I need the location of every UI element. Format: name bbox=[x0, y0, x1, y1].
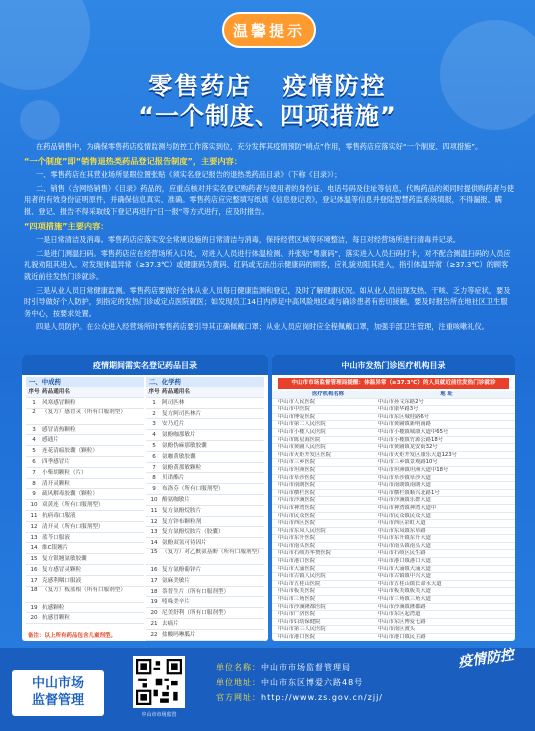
drug-row bbox=[26, 603, 144, 614]
hospital-rows bbox=[272, 399, 515, 641]
hospital-address: 中山市黄圃镇龙安街32号 bbox=[378, 444, 438, 451]
drug-no: 14 bbox=[30, 545, 38, 552]
drug-no: 2 bbox=[152, 410, 156, 417]
drug-name: 疏风解毒胶囊（颗粒） bbox=[42, 491, 98, 498]
drug-no: 22 bbox=[150, 631, 158, 638]
drug-no: 6 bbox=[152, 453, 156, 460]
drug-no: 12 bbox=[30, 523, 38, 530]
drug-list-note: 备注：以上所有药品包含儿童剂型。 bbox=[28, 633, 117, 639]
drug-row bbox=[146, 473, 264, 484]
hospital-row bbox=[272, 528, 515, 536]
hospital-row bbox=[272, 497, 515, 505]
drug-no: 20 bbox=[150, 610, 158, 617]
hospital-address: 中山市黄圃镇新明南路 bbox=[378, 421, 431, 428]
hospital-address: 中山市板芙镇板芙大道 bbox=[378, 588, 431, 595]
drug-name: 安乃近片 bbox=[162, 421, 185, 428]
hospital-address: 中山市神湾镇神湾大道中 bbox=[378, 504, 437, 511]
drug-row bbox=[26, 457, 144, 468]
hospital-name: 中山市小榄人民医院 bbox=[278, 428, 326, 435]
drug-no: 13 bbox=[30, 534, 38, 541]
hospital-row bbox=[272, 588, 515, 596]
drug-no: 16 bbox=[30, 566, 38, 573]
hospital-row bbox=[272, 604, 515, 612]
hospital-row bbox=[272, 611, 515, 619]
unit-value: 中山市市场监督管理局 bbox=[261, 663, 351, 672]
drug-row bbox=[146, 565, 264, 576]
drug-row bbox=[146, 538, 264, 549]
drug-row bbox=[26, 398, 144, 409]
drug-no: 1 bbox=[32, 399, 36, 406]
hospital-address: 中山市孙文东路2号 bbox=[378, 398, 424, 405]
hospital-name: 中山市石岐苏华赞医院 bbox=[278, 550, 331, 557]
drug-row bbox=[26, 576, 144, 587]
drug-name: 复方氨酚葡锌片 bbox=[162, 566, 202, 573]
intro-paragraph: 三是从业人员日常健康监测。零售药店要做好全体从业人员每日健康监测和登记，及时了解健康状况。如从业人员出现发热、干咳、乏力等症状，要及时引导做好个人防护，到指定的发热门诊或定点医院就医；如发现员工14日内涉足中高风险地区或与确诊患者有密切接触，要及时报告所在地社区卫生服务中心，按要求处置。 bbox=[24, 285, 511, 318]
drug-row bbox=[26, 468, 144, 479]
drug-row bbox=[26, 565, 144, 576]
hospital-name: 中山市横栏医院 bbox=[278, 489, 316, 496]
drug-no: 10 bbox=[30, 502, 38, 509]
hospital-name: 中山市南朗医院 bbox=[278, 482, 316, 489]
drug-name: 感冒清热颗粒 bbox=[42, 426, 76, 433]
website-link[interactable]: http://www.zs.gov.cn/zjj/ bbox=[261, 693, 383, 702]
intro-paragraph: 一是日常清洁及消毒。零售药店应落实安全常规设施的日常清洁与消毒，保持经营区域等环境整洁，每日对经营场所进行清毒并记录。 bbox=[36, 235, 461, 245]
hospital-name: 中山市陈星海医院 bbox=[278, 436, 321, 443]
intro-paragraph: 四是人员防护。在公众进入经营场所时零售药店要引导其正确佩戴口罩；从业人员应岗时应全程佩戴口罩，加强手部卫生管理，注重咳嗽礼仪。 bbox=[36, 322, 489, 332]
drug-row bbox=[26, 613, 144, 624]
hospital-address: 中山市沙溪镇乐群大道 bbox=[378, 497, 431, 504]
drug-no: 11 bbox=[150, 507, 158, 514]
hospital-name: 中山市博爱医院 bbox=[278, 413, 316, 420]
drug-row bbox=[26, 554, 144, 565]
drug-row bbox=[26, 409, 144, 425]
drug-row bbox=[26, 500, 144, 511]
drug-row bbox=[146, 619, 264, 630]
drug-no: 8 bbox=[152, 475, 156, 482]
drug-no: 16 bbox=[150, 566, 158, 573]
drug-row bbox=[146, 430, 264, 441]
hospital-row bbox=[272, 406, 515, 414]
drug-name: 去痛片 bbox=[162, 620, 179, 627]
hospital-row bbox=[272, 475, 515, 483]
intro-paragraph: 在药品销售中，为确保零售药店疫情监测与防控工作落实到位，充分发挥其疫情预防“哨点”作用，零售药店应落实好“一个制度、四项措施”。 bbox=[36, 142, 483, 151]
drug-no: 7 bbox=[152, 464, 156, 471]
drug-name: 复方氨酚烷胺片（胶囊） bbox=[162, 529, 224, 536]
drug-name: 复方阿司匹林片 bbox=[162, 410, 202, 417]
header-address: 地 址 bbox=[440, 391, 453, 397]
drug-no: 3 bbox=[32, 426, 36, 433]
drug-name: 阿司匹林 bbox=[162, 399, 185, 406]
drug-no: 5 bbox=[152, 442, 156, 449]
drug-no: 19 bbox=[30, 604, 38, 611]
drug-no: 15 bbox=[30, 556, 38, 563]
drug-no: 17 bbox=[150, 577, 158, 584]
hospital-address: 中山市东升镇东升大道 bbox=[378, 535, 431, 542]
drug-row bbox=[146, 549, 264, 565]
drug-row bbox=[146, 419, 264, 430]
drug-name: 抗感冒颗粒 bbox=[42, 615, 70, 622]
drug-name: 氨咖黄敏胶囊 bbox=[162, 453, 196, 460]
drug-no: 21 bbox=[150, 620, 158, 627]
hospital-name: 中山市西区医院 bbox=[278, 520, 316, 527]
header-name: 药品通用名 bbox=[162, 389, 190, 395]
drug-no: 3 bbox=[152, 421, 156, 428]
hospital-row bbox=[272, 444, 515, 452]
intro-paragraph: 二是进门测温扫码。零售药店应在经营场所入口处，对进入人员进行体温检测、并张贴“粤康码”，落实进入人员扫码打卡，对不配合测温扫码的人员应礼貌劝阻其进入。对发现体温异常（≥37.3℃）或健康码为黄码、红码或无法出示健康码的顾客，应礼貌劝阻其进入，指引体温异常（≥37.3℃）的顾客就近前往发热门诊就诊。 bbox=[24, 248, 511, 281]
drug-row bbox=[26, 446, 144, 457]
intro-paragraph: 一、零售药店在其营业场所显眼位置张贴《须实名登记报告的退热类药品目录》（下称《目录》）； bbox=[36, 170, 342, 180]
drug-name: 感通片 bbox=[42, 437, 59, 444]
drug-row bbox=[26, 543, 144, 554]
hospital-name: 中山市中医院 bbox=[278, 406, 310, 413]
hospital-address: 中山市南头镇南头大道 bbox=[378, 542, 431, 549]
hospital-name: 中山市沙溪医院 bbox=[278, 497, 316, 504]
drug-row bbox=[146, 527, 264, 538]
qr-code[interactable] bbox=[133, 656, 185, 708]
hospital-name: 中山市东凤人民医院 bbox=[278, 527, 326, 534]
logo-line: 监督管理 bbox=[31, 693, 84, 708]
hospital-name: 中山市神湾医院 bbox=[278, 504, 316, 511]
drug-row bbox=[146, 484, 264, 495]
hospital-name: 中山市民众医院 bbox=[278, 512, 316, 519]
hospital-row bbox=[272, 399, 515, 407]
hospital-list-title: 中山市发热门诊医疗机构目录 bbox=[272, 355, 515, 375]
hospital-address: 中山市东区城桂路6号 bbox=[378, 413, 430, 420]
drug-row bbox=[26, 522, 144, 533]
drug-name: 风寒感冒颗粒 bbox=[42, 399, 76, 406]
section-heading: “四项措施”主要内容： bbox=[24, 220, 109, 231]
drug-no: 2 bbox=[32, 408, 36, 415]
drug-name: 酚氨咖敏片 bbox=[162, 496, 190, 503]
drug-name: 双黄连（所有口服剂型） bbox=[42, 502, 104, 509]
drug-name: （复方）对乙酰氨基酚（所有口服剂型） bbox=[162, 548, 263, 555]
drug-no: 17 bbox=[30, 577, 38, 584]
header-hospital-name: 医疗机构名称 bbox=[312, 391, 344, 397]
hospital-address: 中山市民众镇民众大道 bbox=[378, 512, 431, 519]
drug-name: 尼美舒利（所有口服剂型） bbox=[162, 610, 230, 617]
drug-row bbox=[26, 511, 144, 522]
hospital-name: 中山市东升医院 bbox=[278, 535, 316, 542]
drug-row bbox=[146, 398, 264, 409]
chemical-drug-column bbox=[146, 377, 264, 641]
hospital-row bbox=[272, 513, 515, 521]
hospital-address: 中山市小榄镇城康大道中65号 bbox=[378, 428, 449, 435]
header-no: 序号 bbox=[28, 389, 40, 395]
hospital-row bbox=[272, 437, 515, 445]
drug-row bbox=[146, 630, 264, 641]
drug-name: 连花清瘟胶囊（颗粒） bbox=[42, 448, 98, 455]
intro-paragraph: 二、销售（含网络销售）《目录》药品的，应重点核对并实名登记购药者与使用者的身份证、电话号码及住址等信息，代购药品的须同时提供购药者与使用者的有效身份证明原件，并确保信息真实、准确。零售药店应完整填写纸质《信息登记表》，登记体温等信息并登陆智慧药监系统填报，不得漏报、瞒报、登记、报告不得采取线下登记再进行“日一报”等方式进行，应及时报告。 bbox=[24, 183, 514, 216]
intro-text bbox=[24, 141, 514, 335]
hospital-address: 中山市沙溪镇隆都路 bbox=[378, 603, 426, 610]
stamp-text: 疫情防控 bbox=[457, 647, 515, 671]
drug-name: 抗病毒口服液 bbox=[42, 512, 76, 519]
hospital-name: 中山市南头医院 bbox=[278, 542, 316, 549]
hospital-row bbox=[272, 626, 515, 634]
hospital-row bbox=[272, 459, 515, 467]
subtitle: “一个制度、四项措施” bbox=[138, 102, 397, 130]
hospital-name: 中山市五桂山医院 bbox=[278, 580, 321, 587]
hospital-row bbox=[272, 421, 515, 429]
header-name: 药品通用名 bbox=[42, 389, 70, 395]
hospital-name: 中山市阜沙医院 bbox=[278, 474, 316, 481]
drug-row bbox=[146, 506, 264, 517]
drug-no: 4 bbox=[32, 437, 36, 444]
agency-info bbox=[216, 660, 383, 705]
drug-no: 20 bbox=[30, 615, 38, 622]
hospital-name: 中山市港口医院 bbox=[278, 558, 316, 565]
drug-name: 萘普生片（所有口服剂型） bbox=[162, 588, 230, 595]
qr-caption: 中山市市场监管 bbox=[141, 712, 177, 718]
hospital-row bbox=[272, 573, 515, 581]
hospital-name: 中山市第二人民医院 bbox=[278, 421, 326, 428]
title-part1: 零售药店 bbox=[148, 72, 253, 100]
hospital-name: 中山市人民医院 bbox=[278, 398, 316, 405]
hospital-row bbox=[272, 581, 515, 589]
drug-no: 13 bbox=[150, 529, 158, 536]
hospital-name: 中山市火炬开发区医院 bbox=[278, 451, 331, 458]
hospital-address: 中山市古镇镇中兴大道 bbox=[378, 573, 431, 580]
drug-row bbox=[146, 409, 264, 420]
hospital-row bbox=[272, 520, 515, 528]
drug-no: 8 bbox=[32, 480, 36, 487]
drug-no: 14 bbox=[150, 540, 158, 547]
hospital-row bbox=[272, 543, 515, 551]
hospital-address: 中山市横栏镇顺兴北路1号 bbox=[378, 489, 440, 496]
drug-row bbox=[26, 479, 144, 490]
drug-name: 复方氨酚烷胺片 bbox=[162, 507, 202, 514]
drug-no: 9 bbox=[32, 491, 36, 498]
logo-line: 中山市场 bbox=[31, 676, 84, 691]
drug-no: 18 bbox=[30, 586, 38, 593]
drug-name: 盐酸吗啉胍片 bbox=[162, 631, 196, 638]
fever-alert-banner: 中山市市场监督管理局提醒：体温异常（≥37.3℃）的人员就近前往发热门诊就诊 bbox=[278, 378, 509, 389]
drug-name: 复方银翘氨敏胶囊 bbox=[42, 556, 87, 563]
drug-no: 7 bbox=[32, 469, 36, 476]
drug-name: 克感利咽口服液 bbox=[42, 577, 82, 584]
drug-no: 15 bbox=[150, 548, 158, 555]
hospital-row bbox=[272, 490, 515, 498]
drug-row bbox=[26, 489, 144, 500]
drug-no: 4 bbox=[152, 432, 156, 439]
hospital-row bbox=[272, 482, 515, 490]
hospital-address: 中山市港口镇港口大道 bbox=[378, 558, 431, 565]
drug-name: 贝诺酯片 bbox=[162, 475, 185, 482]
drug-name: 吲哚美辛片 bbox=[162, 599, 190, 606]
drug-name: 氨酚咖那敏片 bbox=[162, 432, 196, 439]
hospital-address: 中山市大涌镇大涌大道 bbox=[378, 565, 431, 572]
hospital-address: 中山市东区起湾道 bbox=[378, 611, 421, 618]
drug-name: 氨麻美敏片 bbox=[162, 577, 190, 584]
section-heading: “一个制度”即“销售退热类药品登记报告制度”，主要内容： bbox=[24, 155, 243, 166]
drug-no: 9 bbox=[152, 486, 156, 493]
website-label: 官方网址： bbox=[216, 693, 261, 702]
category-label: 二、化学药 bbox=[146, 377, 264, 387]
hospital-address: 中山市南区渡头 bbox=[378, 626, 416, 633]
qr-code-icon bbox=[136, 659, 182, 705]
drug-name: 抗感颗粒 bbox=[42, 604, 65, 611]
hospital-name: 中山市三乡医院 bbox=[278, 459, 316, 466]
hospital-name: 中山市第三人民医院 bbox=[278, 626, 326, 633]
hospital-row bbox=[272, 619, 515, 627]
hospital-row bbox=[272, 566, 515, 574]
drug-no: 5 bbox=[32, 448, 36, 455]
hospital-row bbox=[272, 429, 515, 437]
table-header bbox=[26, 387, 144, 398]
drug-name: 复方感冒灵颗粒 bbox=[42, 566, 82, 573]
address-value: 中山市东区博爱六路48号 bbox=[261, 678, 364, 687]
hospital-address: 中山市康华路3号 bbox=[378, 406, 419, 413]
drug-name: 清开灵（所有口服剂型） bbox=[42, 523, 104, 530]
drug-no: 12 bbox=[150, 518, 158, 525]
tip-badge: 温馨提示 bbox=[222, 12, 316, 48]
drug-list-title: 疫情期间需实名登记药品目录 bbox=[22, 355, 268, 375]
drug-row bbox=[146, 587, 264, 598]
epidemic-prevention-stamp bbox=[450, 640, 535, 731]
drug-row bbox=[146, 576, 264, 587]
hospital-address: 中山市港口镇民主路 bbox=[378, 634, 426, 640]
drug-row bbox=[26, 425, 144, 436]
hospital-address: 中山市阜沙镇阜沙大道 bbox=[378, 474, 431, 481]
drug-list-panel bbox=[22, 355, 268, 641]
hospital-row bbox=[272, 452, 515, 460]
hospital-name: 中山市板芙医院 bbox=[278, 588, 316, 595]
address-label: 单位地址： bbox=[216, 678, 261, 687]
hospital-name: 中山市三角医院 bbox=[278, 596, 316, 603]
drug-name: 维C银翘片 bbox=[42, 545, 69, 552]
drug-row bbox=[146, 441, 264, 452]
drug-row bbox=[26, 533, 144, 544]
drug-no: 1 bbox=[152, 399, 156, 406]
hospital-name: 中山市广济医院 bbox=[278, 611, 316, 618]
drug-row bbox=[146, 608, 264, 619]
hospital-name: 中山市妇幼保健院 bbox=[278, 618, 321, 625]
drug-row bbox=[146, 597, 264, 608]
drug-name: 氨酚黄那敏颗粒 bbox=[162, 464, 202, 471]
header-no: 序号 bbox=[148, 389, 160, 395]
hospital-name: 中山市坦洲医院 bbox=[278, 466, 316, 473]
drug-name: （复方）感冒灵（所有口服剂型） bbox=[42, 408, 126, 415]
drug-name: （复方）板蓝根（所有口服剂型） bbox=[42, 586, 126, 593]
hospital-address: 中山市东凤镇东阜路 bbox=[378, 527, 426, 534]
hospital-address: 中山市火炬开发区康乐大道123号 bbox=[378, 451, 457, 458]
drug-row bbox=[26, 587, 144, 603]
drug-row bbox=[146, 463, 264, 474]
hospital-address: 中山市五桂山镇长命水大道 bbox=[378, 580, 442, 587]
tcm-column bbox=[26, 377, 144, 624]
hospital-name: 中山市黄圃人民医院 bbox=[278, 444, 326, 451]
unit-label: 单位名称： bbox=[216, 663, 261, 672]
drug-no: 19 bbox=[150, 599, 158, 606]
hospital-name: 中山市沙溪隆都医院 bbox=[278, 603, 326, 610]
hospital-address: 中山市石岐区民生路 bbox=[378, 550, 426, 557]
category-label: 一、中成药 bbox=[26, 377, 144, 387]
hospital-address: 中山市西区彩虹大道 bbox=[378, 520, 426, 527]
hospital-name: 中山市港口医院 bbox=[278, 634, 316, 640]
hospital-address: 中山市南朗镇南朗大道 bbox=[378, 482, 431, 489]
drug-row bbox=[146, 495, 264, 506]
drug-name: 氨酚伪麻那敏胶囊 bbox=[162, 442, 207, 449]
hospital-row bbox=[272, 467, 515, 475]
drug-name: 清开灵颗粒 bbox=[42, 480, 70, 487]
hospital-row bbox=[272, 414, 515, 422]
hospital-address: 中山市小榄镇竹源公路18号 bbox=[378, 436, 444, 443]
drug-row bbox=[146, 452, 264, 463]
drug-row bbox=[26, 435, 144, 446]
agency-logo bbox=[12, 670, 104, 716]
hospital-row bbox=[272, 535, 515, 543]
drug-no: 10 bbox=[150, 496, 158, 503]
drug-name: 布洛芬（所有口服剂型） bbox=[162, 486, 224, 493]
drug-name: 小柴胡颗粒（片） bbox=[42, 469, 87, 476]
drug-name: 蓝芩口服液 bbox=[42, 534, 70, 541]
hospital-row bbox=[272, 596, 515, 604]
hospital-address: 中山市坦洲镇坦洲大道中18号 bbox=[378, 466, 449, 473]
drug-row bbox=[146, 517, 264, 528]
drug-name: 四季感冒片 bbox=[42, 458, 70, 465]
hospital-address: 中山市三角镇三角大道 bbox=[378, 596, 431, 603]
hospital-name: 中山市古镇人民医院 bbox=[278, 573, 326, 580]
hospital-row bbox=[272, 558, 515, 566]
hospital-row bbox=[272, 550, 515, 558]
table-header bbox=[146, 387, 264, 398]
hospital-address: 中山市三乡镇景观路10号 bbox=[378, 459, 438, 466]
table-header bbox=[272, 391, 515, 399]
drug-name: 复方锌布颗粒剂 bbox=[162, 518, 202, 525]
drug-no: 11 bbox=[30, 512, 38, 519]
hospital-address: 中山市东区博爱七路 bbox=[378, 618, 426, 625]
drug-name: 氨酚双氢可待因片 bbox=[162, 540, 207, 547]
hospital-row bbox=[272, 505, 515, 513]
drug-no: 18 bbox=[150, 588, 158, 595]
title-part2: 疫情防控 bbox=[282, 72, 387, 100]
hospital-list-panel bbox=[272, 355, 515, 641]
hospital-name: 中山市大涌医院 bbox=[278, 565, 316, 572]
drug-no: 6 bbox=[32, 458, 36, 465]
